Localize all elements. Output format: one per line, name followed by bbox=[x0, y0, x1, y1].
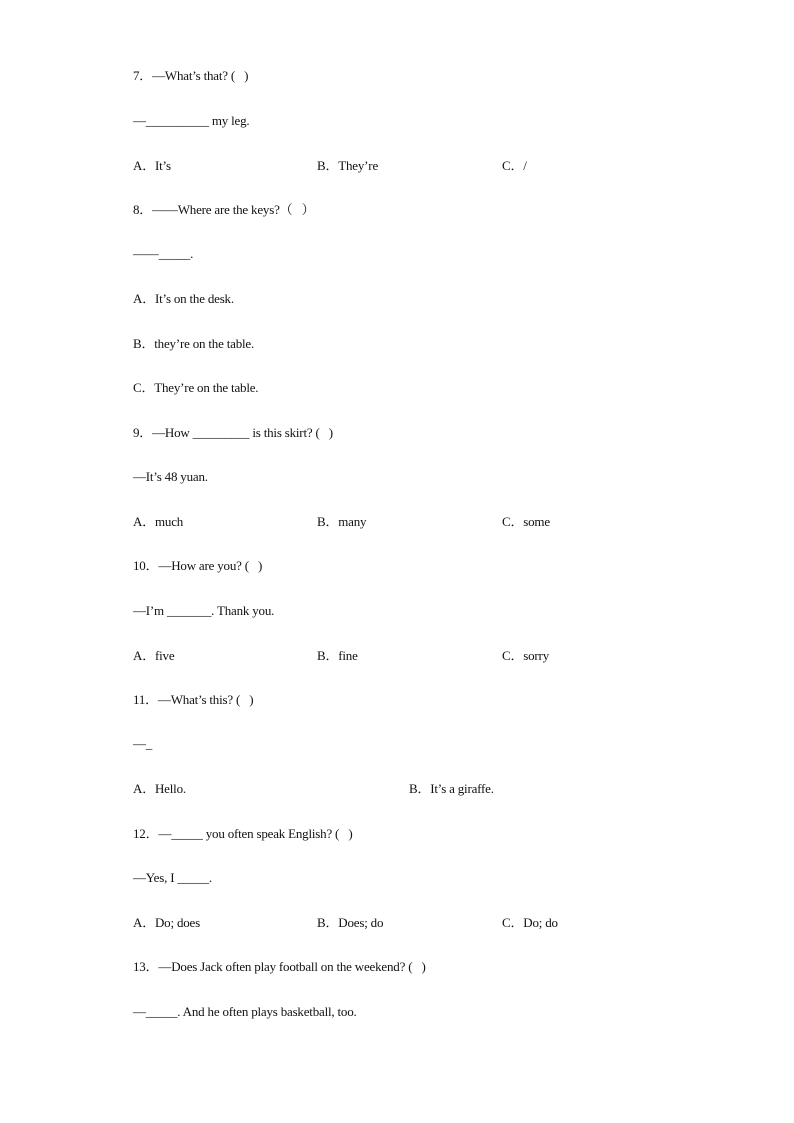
question-7-stem bbox=[133, 68, 248, 84]
option-c[interactable]: C．Do; do bbox=[502, 915, 558, 930]
question-8-answer-line: ——_____. bbox=[133, 246, 194, 261]
option-b[interactable]: B．fine bbox=[317, 648, 358, 663]
option-a[interactable]: A．five bbox=[133, 648, 175, 663]
question-text: —Does Jack often play football on the weekend? ( ) bbox=[158, 959, 426, 974]
option-b[interactable]: B．many bbox=[317, 514, 367, 529]
option-b[interactable]: B．They’re bbox=[317, 158, 379, 173]
question-number: 9． bbox=[133, 425, 153, 440]
question-11-answer-line: —_ bbox=[133, 736, 153, 751]
question-11-stem bbox=[133, 692, 253, 708]
question-10-answer-line: —I’m _______. Thank you. bbox=[133, 603, 275, 618]
question-9-answer-line: —It’s 48 yuan. bbox=[133, 469, 208, 484]
question-text: ——Where are the keys?（ ） bbox=[152, 202, 315, 217]
question-number: 8． bbox=[133, 202, 153, 217]
option-a[interactable]: A．much bbox=[133, 514, 184, 529]
question-text: —_____ you often speak English? ( ) bbox=[158, 826, 353, 841]
question-12-stem bbox=[133, 826, 352, 842]
question-number: 13． bbox=[133, 959, 159, 974]
option-a[interactable]: A．Hello. bbox=[133, 781, 186, 796]
question-9-stem bbox=[133, 425, 333, 441]
question-number: 10． bbox=[133, 558, 159, 573]
question-13-stem bbox=[133, 959, 426, 975]
question-number: 7． bbox=[133, 68, 153, 83]
question-number: 11． bbox=[133, 692, 158, 707]
question-text: —How _________ is this skirt? ( ) bbox=[152, 425, 333, 440]
question-12-answer-line: —Yes, I _____. bbox=[133, 870, 212, 885]
option-a[interactable]: A．Do; does bbox=[133, 915, 200, 930]
question-text: —What’s that? ( ) bbox=[152, 68, 249, 83]
option-b[interactable]: B．It’s a giraffe. bbox=[409, 781, 494, 796]
option-c[interactable]: C．sorry bbox=[502, 648, 549, 663]
option-b[interactable]: B．Does; do bbox=[317, 915, 384, 930]
question-8-stem bbox=[133, 202, 314, 218]
question-text: —How are you? ( ) bbox=[158, 558, 263, 573]
option-c[interactable]: C．/ bbox=[502, 158, 527, 173]
question-7-answer-line: —__________ my leg. bbox=[133, 113, 250, 128]
question-number: 12． bbox=[133, 826, 159, 841]
option-a[interactable]: A．It’s bbox=[133, 158, 171, 173]
question-8-option-b[interactable]: B．they’re on the table. bbox=[133, 336, 255, 351]
question-text: —What’s this? ( ) bbox=[157, 692, 254, 707]
option-c[interactable]: C．some bbox=[502, 514, 550, 529]
question-10-stem bbox=[133, 558, 262, 574]
question-8-option-c[interactable]: C．They’re on the table. bbox=[133, 380, 259, 395]
question-8-option-a[interactable]: A．It’s on the desk. bbox=[133, 291, 234, 306]
question-13-answer-line: —_____. And he often plays basketball, too. bbox=[133, 1004, 357, 1019]
